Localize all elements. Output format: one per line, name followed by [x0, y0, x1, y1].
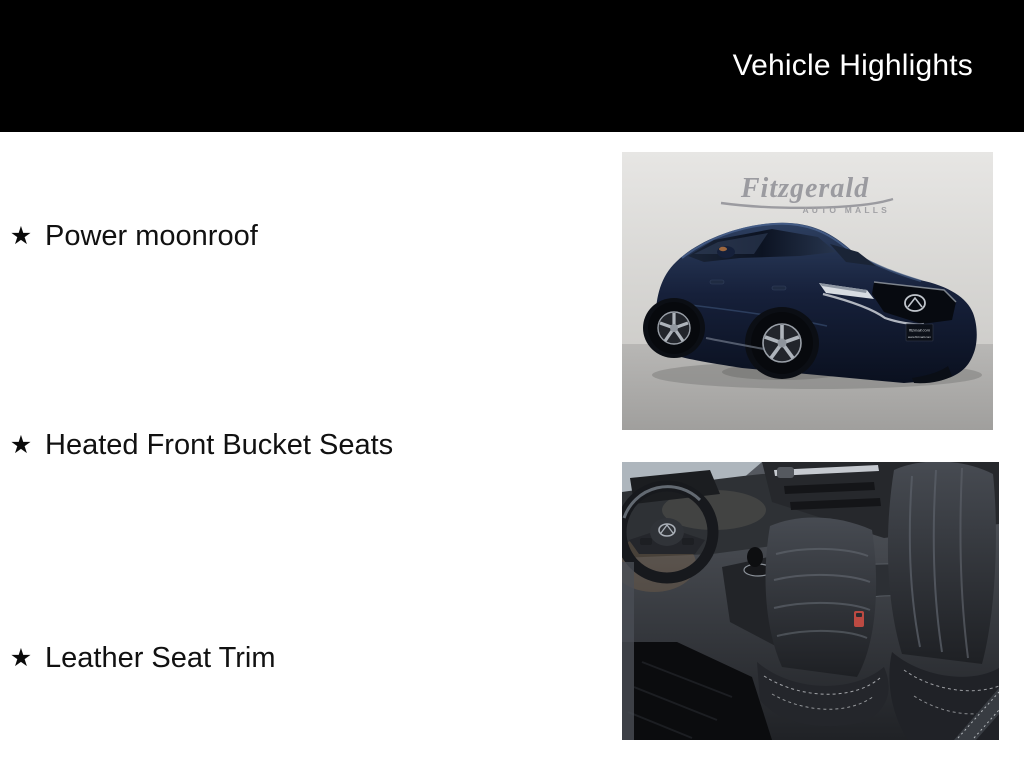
watermark-name: Fitzgerald: [740, 173, 870, 204]
highlight-label: Power moonroof: [45, 220, 258, 252]
watermark-tagline: AUTO MALLS: [802, 205, 890, 215]
plate-line1: fitzmall.com: [908, 327, 931, 333]
rear-wheel: [648, 302, 700, 354]
vehicle-interior-photo: [622, 462, 999, 740]
driver-seat: [757, 517, 889, 726]
interior-illustration: [622, 462, 999, 740]
exterior-illustration: [622, 152, 993, 430]
star-icon: ★: [9, 221, 33, 250]
highlight-label: Leather Seat Trim: [45, 642, 276, 674]
highlight-item-heated-seats: [8, 427, 393, 463]
highlight-item-power-moonroof: [8, 218, 258, 254]
highlight-label: Heated Front Bucket Seats: [45, 429, 394, 461]
highlight-item-leather-trim: [8, 640, 276, 676]
plate-line2: www.fitzmall.com: [907, 335, 932, 339]
page-title: Vehicle Highlights: [732, 49, 973, 82]
vehicle-exterior-photo: [622, 152, 993, 430]
front-wheel: [751, 312, 813, 374]
star-icon: ★: [9, 430, 33, 459]
star-icon: ★: [9, 643, 33, 672]
door-sill: [622, 562, 634, 740]
license-plate: [906, 324, 933, 341]
header-bar: [0, 0, 1024, 132]
passenger-seat: [888, 462, 999, 740]
seatbelt-buckle: [854, 611, 864, 627]
